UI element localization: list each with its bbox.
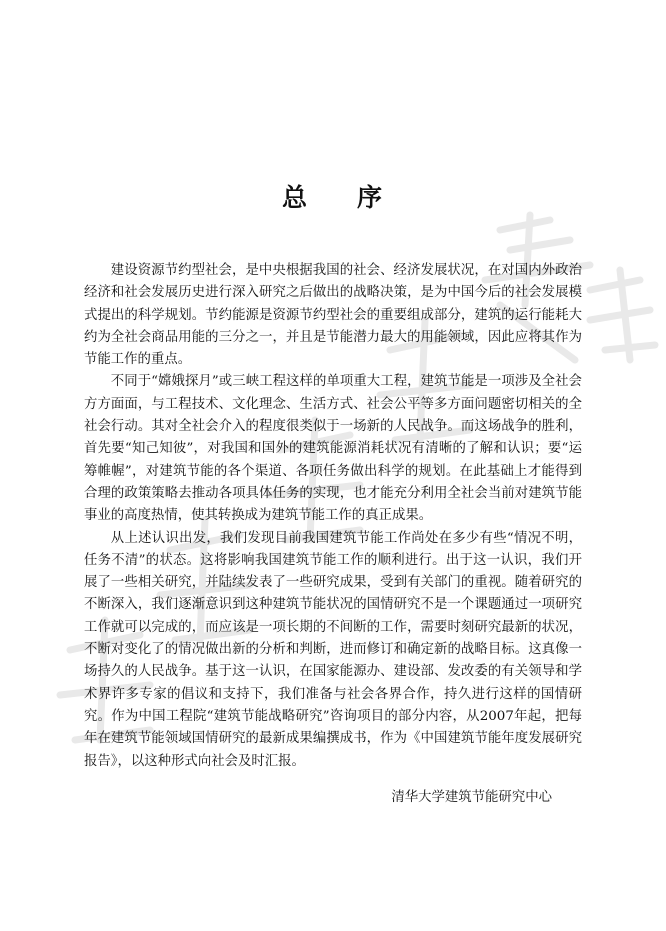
signature: 清华大学建筑节能研究中心 <box>391 790 552 805</box>
paragraph-1: 建设资源节约型社会，是中央根据我国的社会、经济发展状况，在对国内外政治经济和社会发展历史进行深入研究之后做出的战略决策，是为中国今后的社会发展模式提出的科学规划。节约能源是资源节约型社会的重要组成部分，建筑的运行能耗大约为全社会商品用能的三分之一，并且是节能潜力最大的用能领域，因此应将其作为节能工作的重点。 <box>84 263 582 368</box>
title-char-left: 总 <box>281 183 309 212</box>
paragraph-2: 不同于“嫦娥探月”或三峡工程这样的单项重大工程，建筑节能是一项涉及全社会方方面面，与工程技术、文化理念、生活方式、社会公平等多方面问题密切相关的全社会行动。其对全社会介入的程度很类似于一场新的人民战争。而这场战争的胜利，首先要“知己知彼”，对我国和国外的建筑能源消耗状况有清晰的了解和认识；要“运筹帷幄”，对建筑节能的各个渠道、各项任务做出科学的规划。在此基础上才能得到合理的政策策略去推动各项具体任务的实现，也才能充分利用全社会当前对建筑节能事业的高度热情，使其转换成为建筑节能工作的真正成果。 <box>84 374 582 524</box>
page-title <box>0 178 666 214</box>
title-char-right: 序 <box>357 183 385 212</box>
preface-body <box>84 260 582 773</box>
paragraph-3: 从上述认识出发，我们发现目前我国建筑节能工作尚处在多少有些“情况不明，任务不清”的状态。这将影响我国建筑节能工作的顺利进行。出于这一认识，我们开展了一些相关研究，并陆续发表了一些研究成果，受到有关部门的重视。随着研究的不断深入，我们逐渐意识到这种建筑节能状况的国情研究不是一个课题通过一项研究工作就可以完成的，而应该是一项长期的不间断的工作，需要时刻研究最新的状况，不断对变化了的情况做出新的分析和判断，进而修订和确定新的战略目标。这真像一场持久的人民战争。基于这一认识，在国家能源办、建设部、发改委的有关领导和学术界许多专家的倡议和支持下，我们准备与社会各界合作，持久进行这样的国情研究。作为中国工程院“建筑节能战略研究”咨询项目的部分内容，从2007年起，把每年在建筑节能领域国情研究的最新成果编撰成书，作为《中国建筑节能年度发展研究报告》，以这种形式向社会及时汇报。 <box>84 530 582 769</box>
